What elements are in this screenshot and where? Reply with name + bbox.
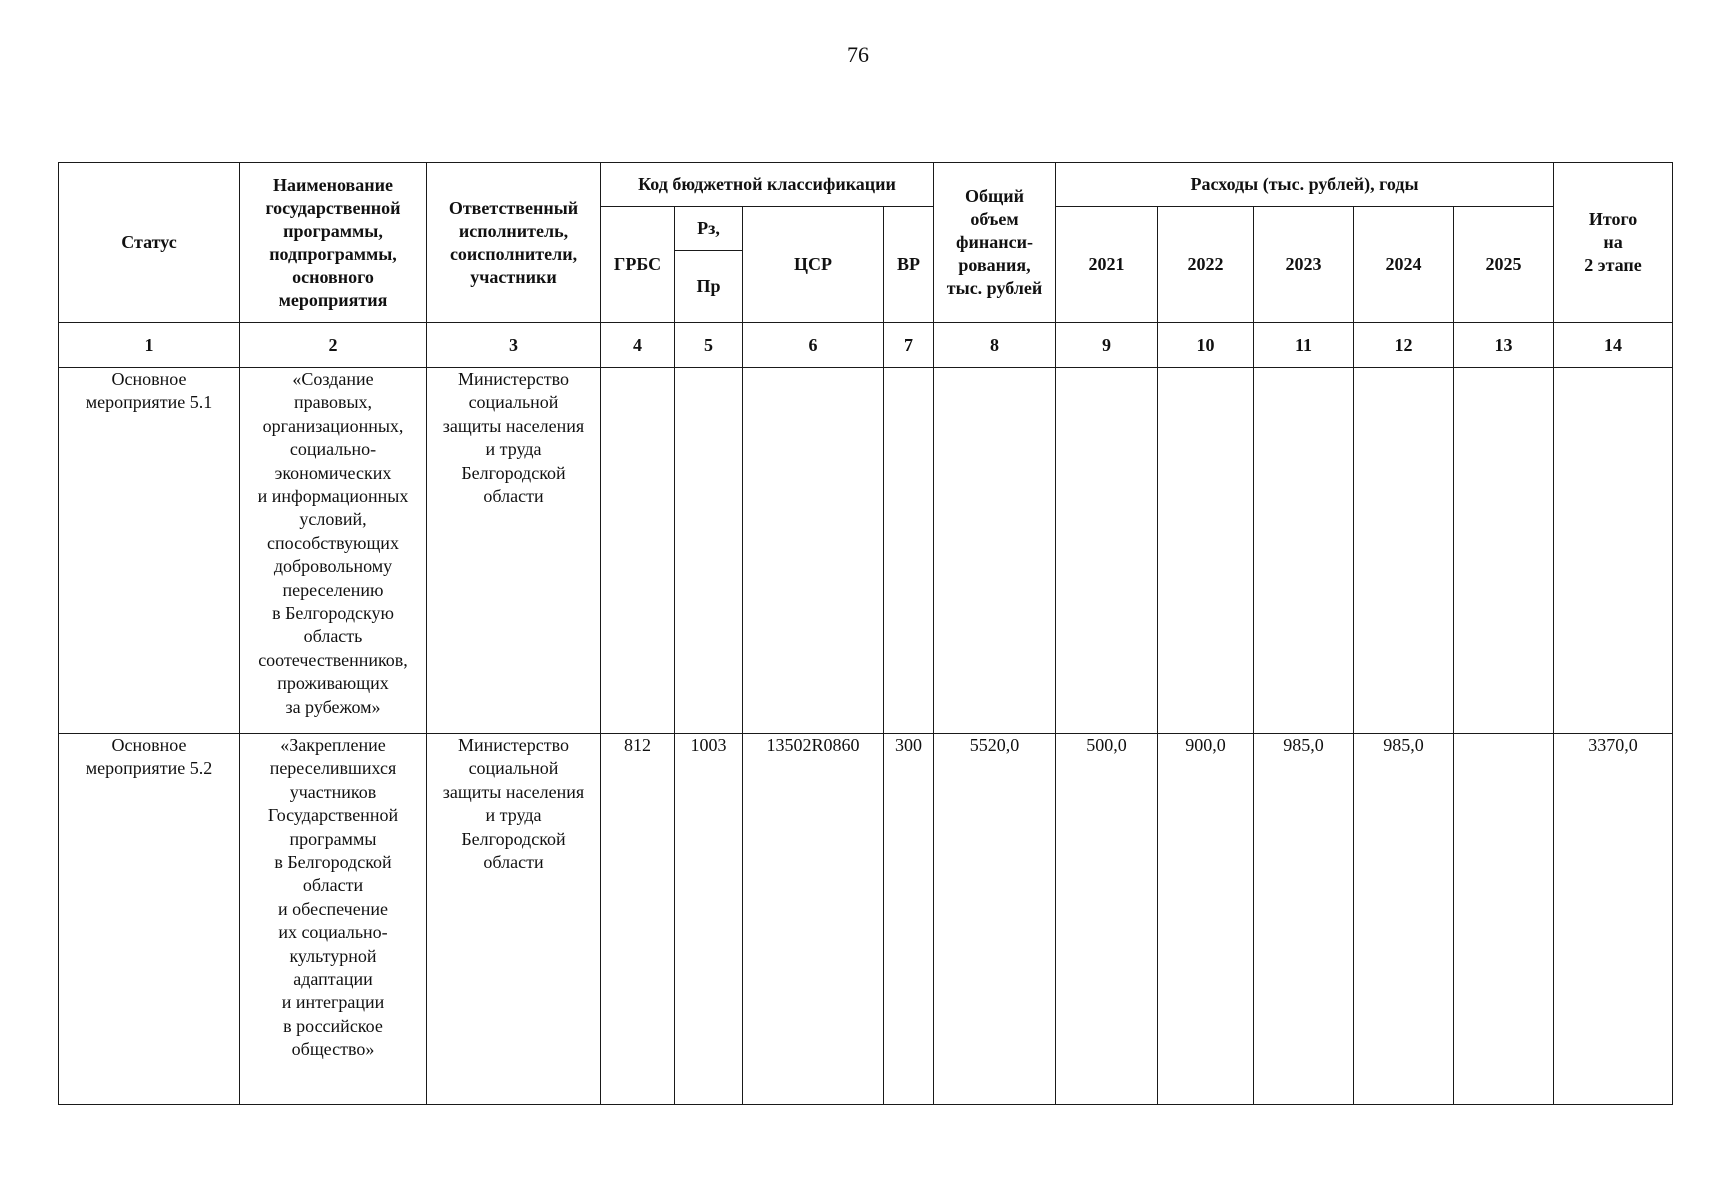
column-number: 2 bbox=[240, 323, 427, 368]
column-number: 9 bbox=[1056, 323, 1158, 368]
header-year-2021: 2021 bbox=[1056, 207, 1158, 323]
cell-csr: 13502R0860 bbox=[743, 734, 884, 1105]
header-budget-code: Код бюджетной классификации bbox=[601, 163, 934, 207]
header-name: Наименование государственной программы, подпрограммы, основного мероприятия bbox=[240, 163, 427, 323]
cell-2025 bbox=[1454, 734, 1554, 1105]
column-number: 7 bbox=[884, 323, 934, 368]
header-year-2025: 2025 bbox=[1454, 207, 1554, 323]
table-row bbox=[59, 734, 1673, 1105]
cell-rzpr: 1003 bbox=[675, 734, 743, 1105]
table-row bbox=[59, 368, 1673, 734]
cell-executor: Министерство социальной защиты населения и труда Белгородской области bbox=[427, 734, 601, 1105]
cell-2021 bbox=[1056, 368, 1158, 734]
column-number: 11 bbox=[1254, 323, 1354, 368]
cell-stage-total: 3370,0 bbox=[1554, 734, 1673, 1105]
header-year-2024: 2024 bbox=[1354, 207, 1454, 323]
cell-grbs bbox=[601, 368, 675, 734]
cell-2025 bbox=[1454, 368, 1554, 734]
cell-name: «Создание правовых, организационных, социально- экономических и информационных условий, способствующих добровольному переселению в Белгородскую область соотечественников, проживающих за рубежом» bbox=[240, 368, 427, 734]
header-year-2023: 2023 bbox=[1254, 207, 1354, 323]
cell-2022 bbox=[1158, 368, 1254, 734]
column-number: 1 bbox=[59, 323, 240, 368]
header-status: Статус bbox=[59, 163, 240, 323]
header-executor: Ответственный исполнитель, соисполнители, участники bbox=[427, 163, 601, 323]
cell-status: Основное мероприятие 5.2 bbox=[59, 734, 240, 1105]
cell-2022: 900,0 bbox=[1158, 734, 1254, 1105]
cell-2024: 985,0 bbox=[1354, 734, 1454, 1105]
cell-status: Основное мероприятие 5.1 bbox=[59, 368, 240, 734]
column-number: 6 bbox=[743, 323, 884, 368]
cell-vr bbox=[884, 368, 934, 734]
column-number: 14 bbox=[1554, 323, 1673, 368]
header-rz: Рз, bbox=[675, 207, 743, 251]
cell-rzpr bbox=[675, 368, 743, 734]
header-csr: ЦСР bbox=[743, 207, 884, 323]
header-total-volume: Общий объем финанси- рования, тыс. рублей bbox=[934, 163, 1056, 323]
cell-total bbox=[934, 368, 1056, 734]
cell-grbs: 812 bbox=[601, 734, 675, 1105]
column-number: 12 bbox=[1354, 323, 1454, 368]
cell-vr: 300 bbox=[884, 734, 934, 1105]
cell-2021: 500,0 bbox=[1056, 734, 1158, 1105]
header-pr: Пр bbox=[675, 251, 743, 323]
cell-stage-total bbox=[1554, 368, 1673, 734]
cell-2024 bbox=[1354, 368, 1454, 734]
budget-table bbox=[58, 162, 1673, 1105]
column-number: 8 bbox=[934, 323, 1056, 368]
header-vr: ВР bbox=[884, 207, 934, 323]
cell-csr bbox=[743, 368, 884, 734]
cell-2023: 985,0 bbox=[1254, 734, 1354, 1105]
header-year-2022: 2022 bbox=[1158, 207, 1254, 323]
header-stage-total: Итого на 2 этапе bbox=[1554, 163, 1673, 323]
cell-executor: Министерство социальной защиты населения и труда Белгородской области bbox=[427, 368, 601, 734]
cell-2023 bbox=[1254, 368, 1354, 734]
cell-name: «Закрепление переселившихся участников Государственной программы в Белгородской области и обеспечение их социально- культурной адаптации и интеграции в российское общество» bbox=[240, 734, 427, 1105]
page-number: 76 bbox=[847, 42, 869, 67]
cell-total: 5520,0 bbox=[934, 734, 1056, 1105]
header-grbs: ГРБС bbox=[601, 207, 675, 323]
column-number: 5 bbox=[675, 323, 743, 368]
column-number: 3 bbox=[427, 323, 601, 368]
header-expenses: Расходы (тыс. рублей), годы bbox=[1056, 163, 1554, 207]
column-number: 13 bbox=[1454, 323, 1554, 368]
column-number: 4 bbox=[601, 323, 675, 368]
column-number: 10 bbox=[1158, 323, 1254, 368]
